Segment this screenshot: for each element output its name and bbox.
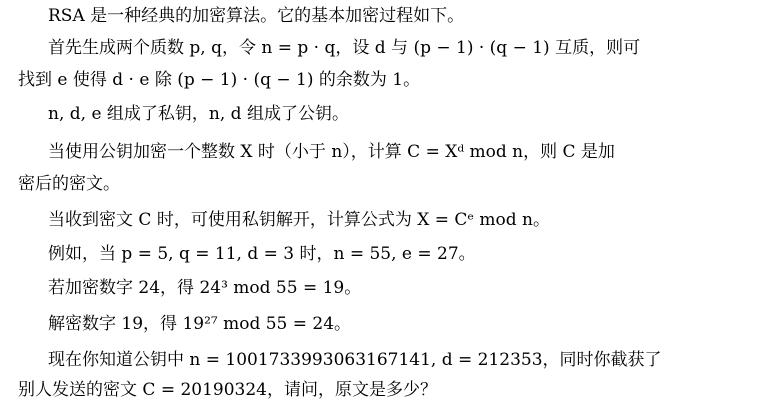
paragraph-setup-line-1: 首先生成两个质数 p, q，令 n = p · q，设 d 与 (p − 1) · (q − 1) 互质，则可 bbox=[48, 38, 641, 58]
paragraph-encrypt-line-1: 当使用公钥加密一个整数 X 时（小于 n），计算 C = Xᵈ mod n，则 C 是加 bbox=[48, 142, 615, 162]
paragraph-keys: n, d, e 组成了私钥，n, d 组成了公钥。 bbox=[48, 104, 349, 124]
paragraph-question-line-1: 现在你知道公钥中 n = 1001733993063167141, d = 212353，同时你截获了 bbox=[48, 350, 662, 370]
paragraph-setup-line-2: 找到 e 使得 d · e 除 (p − 1) · (q − 1) 的余数为 1。 bbox=[18, 70, 421, 90]
paragraph-decrypt-example: 解密数字 19，得 19²⁷ mod 55 = 24。 bbox=[48, 314, 352, 334]
paragraph-encrypt-line-2: 密后的密文。 bbox=[18, 174, 120, 194]
paragraph-question-line-2: 别人发送的密文 C = 20190324，请问，原文是多少？ bbox=[18, 380, 437, 400]
paragraph-intro: RSA 是一种经典的加密算法。它的基本加密过程如下。 bbox=[48, 6, 465, 26]
paragraph-decrypt: 当收到密文 C 时，可使用私钥解开，计算公式为 X = Cᵉ mod n。 bbox=[48, 210, 550, 230]
paragraph-example: 例如，当 p = 5, q = 11, d = 3 时，n = 55, e = 27。 bbox=[48, 244, 476, 264]
paragraph-encrypt-example: 若加密数字 24，得 24³ mod 55 = 19。 bbox=[48, 278, 362, 298]
